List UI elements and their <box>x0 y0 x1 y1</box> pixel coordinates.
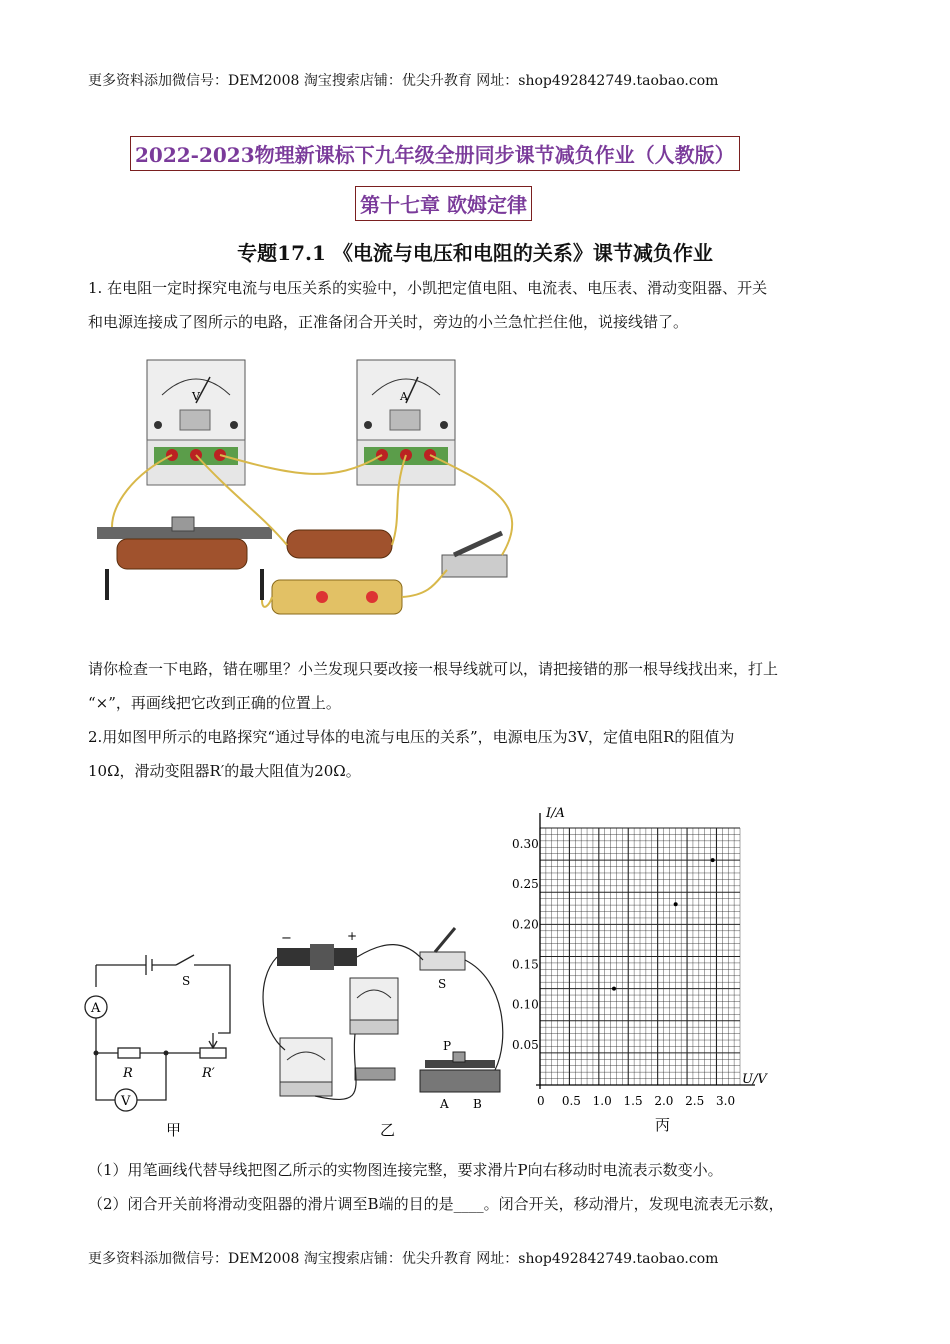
yi-battery-icon <box>277 929 357 970</box>
q2-line1: 2.用如图甲所示的电路探究“通过导体的电流与电压的关系”，电源电压为3V，定值电阻R的阻值为 <box>88 728 735 746</box>
x-tick-label: 0.5 <box>561 1094 581 1108</box>
data-point <box>711 858 715 862</box>
q1-line2: 和电源连接成了图所示的电路，正准备闭合开关时，旁边的小兰急忙拦住他，说接线错了。 <box>88 313 689 331</box>
ammeter-icon <box>357 360 455 485</box>
x-tick-label: 3.0 <box>716 1094 736 1108</box>
q2-sub1: （1）用笔画线代替导线把图乙所示的实物图连接完整，要求滑片P向右移动时电流表示数变小。 <box>88 1161 723 1179</box>
fixed-resistor-icon <box>287 530 392 558</box>
x-tick-label: 1.0 <box>592 1094 612 1108</box>
rheostat-symbol <box>200 1048 226 1058</box>
q1-line1: 1. 在电阻一定时探究电流与电压关系的实验中，小凯把定值电阻、电流表、电压表、滑动变阻器、开关 <box>88 279 768 297</box>
svg-text:P: P <box>443 1039 452 1053</box>
chart-xlabel: U/V <box>742 1072 767 1087</box>
q2-subquestions <box>88 1153 868 1221</box>
series-title: 2022-2023物理新课标下九年级全册同步课节减负作业（人教版） <box>130 136 740 171</box>
q1-question <box>88 652 868 788</box>
q2-sub2: （2）闭合开关前将滑动变阻器的滑片调至B端的目的是____。闭合开关，移动滑片，发现电流表无示数， <box>88 1195 784 1213</box>
svg-text:B: B <box>473 1097 482 1111</box>
fig-yi-caption: 乙 <box>380 1121 396 1139</box>
chapter-title: 第十七章 欧姆定律 <box>355 186 532 221</box>
chart-ticks <box>512 837 735 1108</box>
y-tick-label: 0.15 <box>512 957 539 972</box>
voltmeter-icon <box>147 360 245 485</box>
y-tick-label: 0.05 <box>512 1037 539 1052</box>
switch-icon <box>442 533 507 577</box>
yi-switch-icon <box>420 928 465 991</box>
q1-text <box>88 271 868 339</box>
y-tick-label: 0.20 <box>512 917 539 932</box>
jia-ammeter-label: A <box>91 1001 101 1016</box>
fig-yi-apparatus <box>255 920 515 1140</box>
data-point <box>674 902 678 906</box>
voltmeter-label: V <box>192 390 200 403</box>
fig-jia-schematic <box>78 945 243 1140</box>
svg-text:S: S <box>438 977 447 991</box>
y-tick-label: 0.10 <box>512 997 539 1012</box>
x-tick-label: 1.5 <box>623 1094 643 1108</box>
fig-jia-caption: 甲 <box>166 1121 182 1139</box>
x-tick-label: 0 <box>537 1094 545 1108</box>
fig-bing-chart <box>510 795 780 1140</box>
y-tick-label: 0.25 <box>512 877 539 892</box>
q1-line3: 请你检查一下电路，错在哪里？小兰发现只要改接一根导线就可以，请把接错的那一根导线找出来，打上 <box>88 660 779 678</box>
chart-axes <box>536 813 755 1089</box>
chart-grid <box>540 828 740 1085</box>
battery-icon <box>272 580 402 614</box>
fig-bing-caption: 丙 <box>655 1116 671 1134</box>
jia-resistor-label: R <box>123 1066 133 1081</box>
svg-text:+: + <box>347 929 358 943</box>
rheostat-icon <box>97 517 272 600</box>
topic-title: 专题17.1 《电流与电压和电阻的关系》课节减负作业 <box>237 241 713 265</box>
jia-voltmeter-label: V <box>121 1094 131 1109</box>
jia-switch-label: S <box>182 974 191 988</box>
svg-text:−: − <box>281 931 292 946</box>
q2-line2: 10Ω，滑动变阻器R′的最大阻值为20Ω。 <box>88 762 361 780</box>
x-tick-label: 2.0 <box>654 1094 674 1108</box>
x-tick-label: 2.5 <box>685 1094 705 1108</box>
chart-ylabel: I/A <box>546 806 565 821</box>
yi-rheostat-icon <box>420 1039 500 1111</box>
yi-resistor-icon <box>355 1068 395 1080</box>
resistor-symbol <box>118 1048 140 1058</box>
data-point <box>612 987 616 991</box>
q1-circuit-figure <box>92 355 552 620</box>
yi-ammeter-icon <box>350 978 398 1034</box>
yi-voltmeter-icon <box>280 1038 332 1096</box>
y-tick-label: 0.30 <box>512 837 539 852</box>
page-header: 更多资料添加微信号：DEM2008 淘宝搜索店铺：优尖升教育 网址：shop492842749.taobao.com <box>88 73 719 89</box>
svg-text:A: A <box>440 1097 449 1111</box>
ammeter-label: A <box>400 390 408 403</box>
jia-rheostat-label: R′ <box>202 1066 215 1081</box>
q1-line4: “×”，再画线把它改到正确的位置上。 <box>88 694 341 712</box>
page-footer: 更多资料添加微信号：DEM2008 淘宝搜索店铺：优尖升教育 网址：shop492842749.taobao.com <box>88 1251 719 1267</box>
